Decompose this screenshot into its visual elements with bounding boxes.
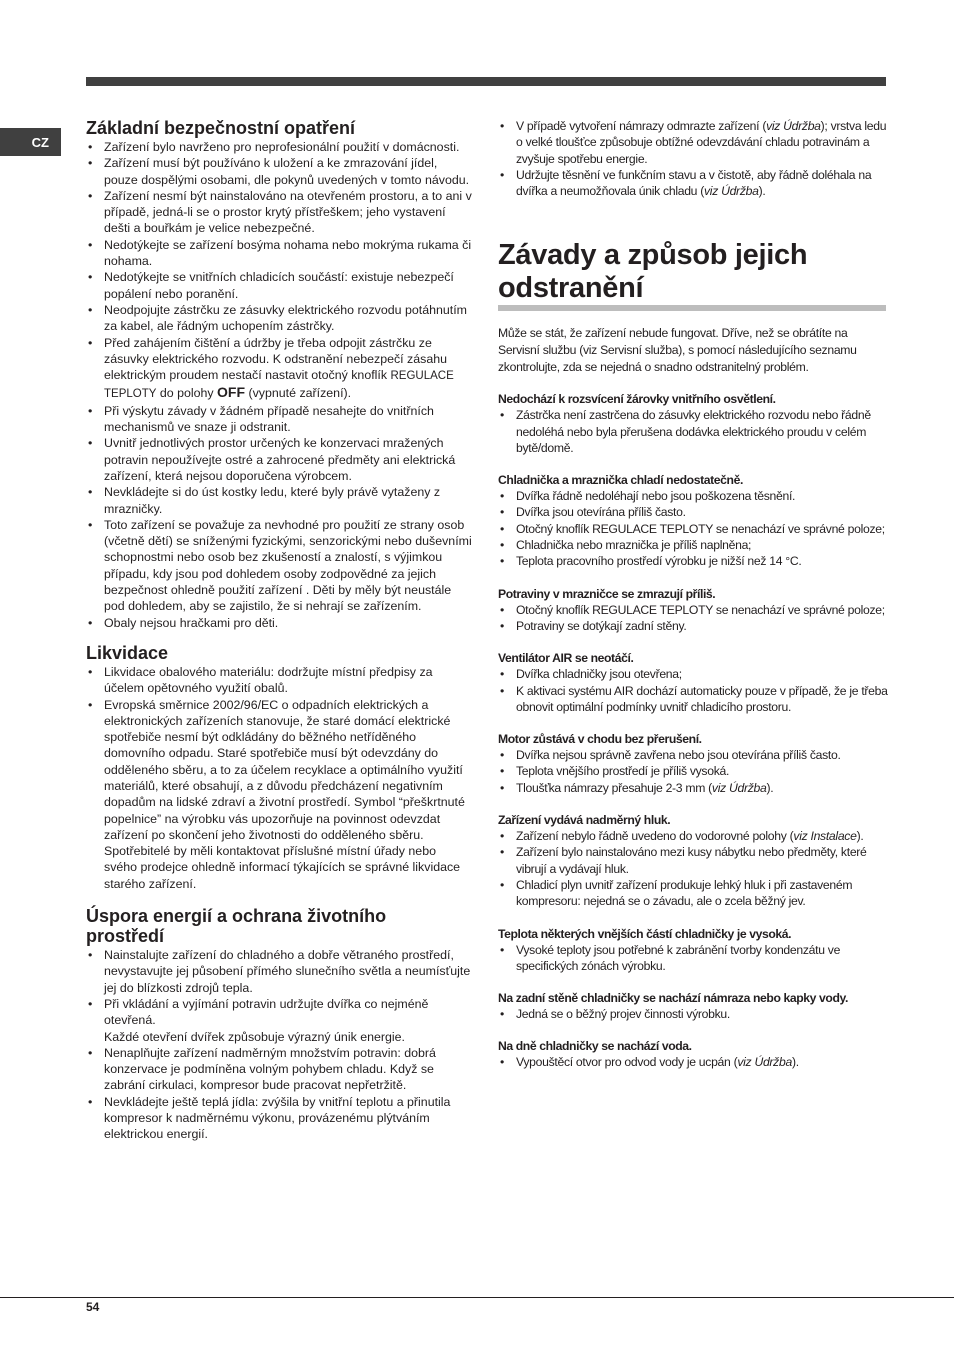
list-item: • Při výskytu závady v žádném případě nesahejte do vnitřních mechanismů ve snaze ji odstranit.	[86, 403, 472, 436]
page-number: 54	[86, 1300, 100, 1314]
list-item: • Jedná se o běžný projev činnosti výrobku.	[498, 1006, 888, 1022]
list-item: • Nainstalujte zařízení do chladného a dobře větraného prostředí, nevystavujte jej působení přímého slunečního světla a neumísťujte jej do blízkosti zdrojů tepla.	[86, 947, 472, 996]
problem-list	[498, 602, 888, 635]
list-item: • Dvířka chladničky jsou otevřena;	[498, 666, 888, 682]
list-item: • Vysoké teploty jsou potřebné k zabránění tvorby kondenzátu ve specifických zónách výrobku.	[498, 942, 888, 975]
list-item: • Uvnitř jednotlivých prostor určených ke konzervaci mražených potravin nepoužívejte ostré a zahrocené předměty ani elektrická zařízení, která nejsou doporučena výrobcem.	[86, 435, 472, 484]
list-item: • Zařízení bylo navrženo pro neprofesionální použití v domácnosti.	[86, 139, 472, 155]
list-item: • Otočný knoflík REGULACE TEPLOTY se nenachází ve správné poloze;	[498, 521, 888, 537]
problem-heading: Nedochází k rozsvícení žárovky vnitřního osvětlení.	[498, 392, 776, 407]
list-item: • Teplota vnějšího prostředí je příliš vysoká.	[498, 763, 888, 779]
list-item: • Dvířka jsou otevírána příliš často.	[498, 504, 888, 520]
problem-list	[498, 747, 888, 796]
list-item: • Vypouštěcí otvor pro odvod vody je ucpán (viz Údržba).	[498, 1054, 888, 1070]
language-tab: CZ	[0, 128, 61, 156]
list-item: • Zástrčka není zastrčena do zásuvky elektrického rozvodu nebo řádně nedoléhá nebo byla přerušena dodávka elektrického proudu v celém bytě/domě.	[498, 407, 888, 456]
problem-heading: Motor zůstává v chodu bez přerušení.	[498, 732, 702, 747]
problem-list	[498, 1054, 888, 1070]
list-item: • Obaly nejsou hračkami pro děti.	[86, 615, 472, 631]
list-item: • Při vkládání a vyjímání potravin udržujte dvířka co nejméně otevřená. Každé otevření dvířek způsobuje výrazný únik energie.	[86, 996, 472, 1045]
list-item: • Zařízení bylo nainstalováno mezi kusy nábytku nebo předměty, které vibrují a vydávají hluk.	[498, 844, 888, 877]
list-item: • Dvířka nejsou správně zavřena nebo jsou otevírána příliš často.	[498, 747, 888, 763]
cleaning-text: Před zahájením čištění a údržby je třeba odpojit zástrčku ze zásuvky elektrického rozvodu. K odstranění nebezpečí zásahu elektrickým proudem nestačí nastavit otočný knoflík	[104, 335, 448, 383]
section-title-disposal: Likvidace	[86, 642, 169, 663]
list-item: • Likvidace obalového materiálu: dodržujte místní předpisy za účelem opětovného využití obalů.	[86, 664, 472, 697]
list-item: • Neodpojujte zástrčku ze zásuvky elektrického rozvodu potáhnutím za kabel, ale řádným uchopením zástrčky.	[86, 302, 472, 335]
list-item: • V případě vytvoření námrazy odmrazte zařízení (viz Údržba); vrstva ledu o velké tloušťce způsobuje obtížné odevzdávání chladu potravinám a zvyšuje spotřebu energie.	[498, 118, 888, 167]
page-title: Závady a způsob jejich odstranění	[498, 239, 808, 305]
footer-rule	[0, 1297, 954, 1298]
energy-list-continued	[498, 118, 888, 199]
problem-list	[498, 1006, 888, 1022]
problem-list	[498, 407, 888, 456]
left-column	[86, 118, 472, 1143]
list-item: • Toto zařízení se považuje za nevhodné pro použití ze strany osob (včetně dětí) se sníženými fyzickými, senzorickými nebo duševními schopnostmi nebo osob bez zkušeností a znalostí, s výjimkou případu, kdy jsou pod dohledem osoby zodpovědné za jejich bezpečnost ohledně použití zařízení . Děti by měly být neustále pod dohledem, aby se zajistilo, že si nehrají se zařízením.	[86, 517, 472, 615]
problem-heading: Ventilátor AIR se neotáčí.	[498, 651, 634, 666]
energy-list	[86, 947, 472, 1143]
list-item: • K aktivaci systému AIR dochází automaticky pouze v případě, že je třeba obnovit optimální podmínky uvnitř chladicího prostoru.	[498, 683, 888, 716]
cleaning-text-2: do polohy	[156, 386, 218, 401]
list-item: • Chladnička nebo mraznička je příliš naplněna;	[498, 537, 888, 553]
disposal-list	[86, 664, 472, 892]
problem-list	[498, 942, 888, 975]
problem-heading: Teplota některých vnějších částí chladničky je vysoká.	[498, 926, 792, 941]
list-item: • Zařízení musí být používáno k uložení a ke zmrazování jídel, pouze dospělými osobami, dle pokynů uvedených v tomto návodu.	[86, 155, 472, 188]
safety-list	[86, 139, 472, 631]
list-item: • Nenaplňujte zařízení nadměrným množstvím potravin: dobrá konzervace je podmíněna volným pohybem chladu. Když se zabrání cirkulaci, kompresor bude pracovat nepřetržitě.	[86, 1045, 472, 1094]
list-item: • Evropská směrnice 2002/96/EC o odpadních elektrických a elektronických zařízeních stanovuje, že staré domácí elektrické spotřebiče nesmí být odkládány do běžného netříděného domovního odpadu. Staré spotřebiče musí být odevzdány do odděleného sběru, a to za účelem recyklace a optimálního využití materiálů, které obsahují, a z důvodu předcházení negativním dopadům na lidské zdraví a životní prostředí. Symbol “přeškrtnuté popelnice” na výrobku vás upozorňuje na povinnost odevzdat zařízení po skončení jeho životnosti do odděleného sběru. Spotřebitelé by měli kontaktovat příslušné místní úřady nebo svého prodejce ohledně informací týkajících se správné likvidace starého zařízení.	[86, 697, 472, 893]
title-underline	[498, 305, 886, 311]
header-bar	[86, 77, 886, 86]
problem-list	[498, 828, 888, 909]
list-item: • Teplota pracovního prostředí výrobku je nižší než 14 °C.	[498, 553, 888, 569]
list-item: • Zařízení nesmí být nainstalováno na otevřeném prostoru, a to ani v případě, jedná-li se o prostor krytý přístřeškem; jeho vystavení dešti a bouřkám je velice nebezpečné.	[86, 188, 472, 237]
list-item: • Nevkládejte si do úst kostky ledu, které byly právě vytaženy z mrazničky.	[86, 484, 472, 517]
list-item: • Udržujte těsnění ve funkčním stavu a v čistotě, aby řádně doléhala na dvířka a neumožňovala únik chladu (viz Údržba).	[498, 167, 888, 200]
list-item: • Chladicí plyn uvnitř zařízení produkuje lehký hluk i při zastaveném kompresoru: nejedná se o závadu, ale o zcela běžný jev.	[498, 877, 888, 910]
problem-heading: Zařízení vydává nadměrný hluk.	[498, 813, 671, 828]
problem-heading: Na dně chladničky se nachází voda.	[498, 1039, 692, 1054]
problem-heading: Potraviny v mrazničce se zmrazují příliš.	[498, 586, 716, 601]
problem-list	[498, 488, 888, 569]
cleaning-text-3: (vypnuté zařízení).	[245, 386, 352, 401]
list-item: • Nedotýkejte se zařízení bosýma nohama nebo mokrýma rukama či nohama.	[86, 237, 472, 270]
intro-paragraph: Může se stát, že zařízení nebude fungovat. Dříve, než se obrátíte na Servisní službu (viz Servisní služba), s pomocí následujícího seznamu zkontrolujte, zda se nejedná o snadno odstranitelný problém.	[498, 326, 857, 374]
off-label: OFF	[217, 384, 246, 401]
section-title-energy: Úspora energií a ochrana životního prostředí	[86, 906, 387, 947]
list-item: • Potraviny se dotýkají zadní stěny.	[498, 618, 888, 634]
problem-heading: Chladnička a mraznička chladí nedostatečně.	[498, 473, 743, 488]
list-item: • Otočný knoflík REGULACE TEPLOTY se nenachází ve správné poloze;	[498, 602, 888, 618]
list-item: • Tloušťka námrazy přesahuje 2-3 mm (viz Údržba).	[498, 780, 888, 796]
right-column	[498, 118, 888, 1071]
list-item: • Dvířka řádně nedoléhají nebo jsou poškozena těsnění.	[498, 488, 888, 504]
list-item-cleaning	[86, 335, 472, 403]
list-item: • Zařízení nebylo řádně uvedeno do vodorovné polohy (viz Instalace).	[498, 828, 888, 844]
list-item: • Nedotýkejte se vnitřních chladicích součástí: existuje nebezpečí popálení nebo poranění.	[86, 269, 472, 302]
problem-list	[498, 666, 888, 715]
list-item: • Nevkládejte ještě teplá jídla: zvýšila by vnitřní teplotu a přinutila kompresor k nadměrnému výkonu, provázenému plýtváním elektrickou energií.	[86, 1094, 472, 1143]
temperature-control-label: REGULACE TEPLOTY	[104, 370, 454, 401]
section-title-safety: Základní bezpečnostní opatření	[86, 118, 356, 138]
problem-heading: Na zadní stěně chladničky se nachází námraza nebo kapky vody.	[498, 991, 848, 1006]
